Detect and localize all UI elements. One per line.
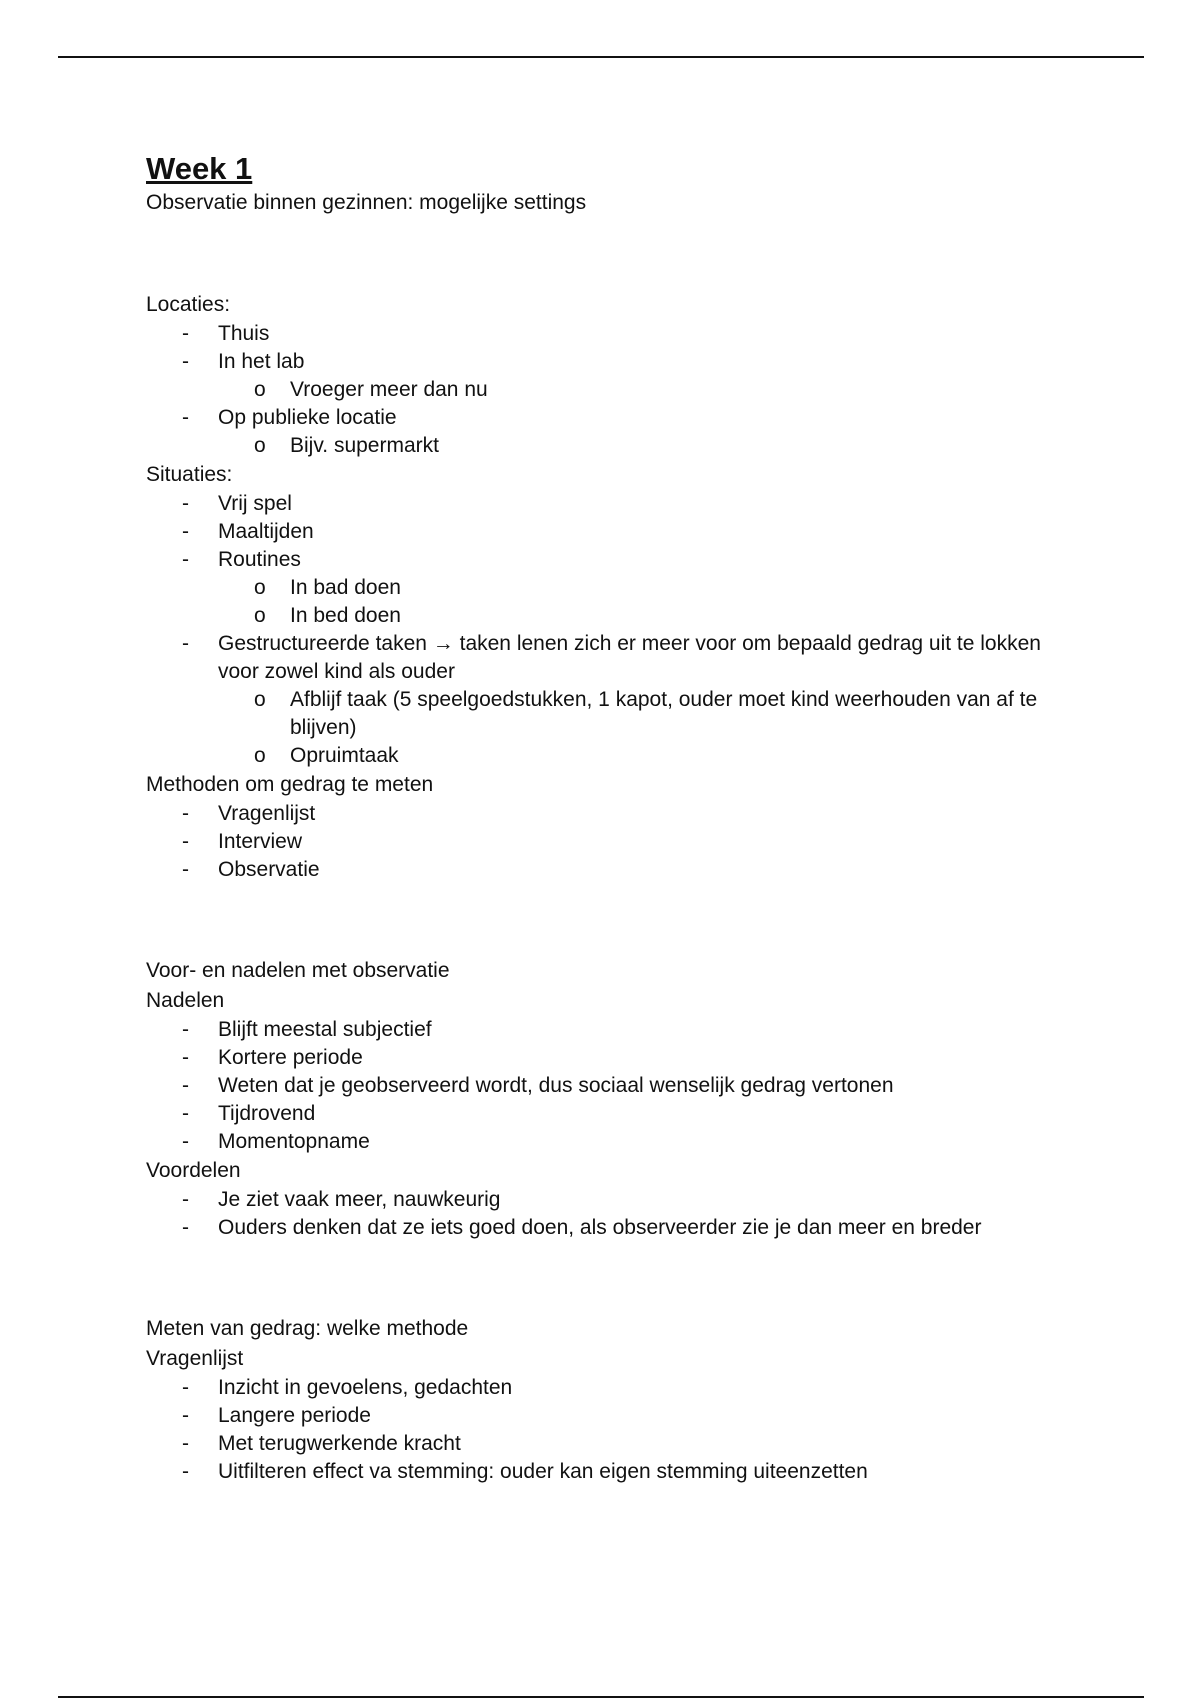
list-item: [146, 1016, 1046, 1044]
list-item: [146, 1128, 1046, 1156]
list-item-text: Thuis: [218, 322, 270, 345]
list-item-text: Ouders denken dat ze iets goed doen, als observeerder zie je dan meer en breder: [218, 1216, 982, 1239]
sub-list-item: [146, 432, 1046, 460]
circle-bullet-icon: o: [254, 378, 266, 401]
footer-rule: [58, 1696, 1144, 1698]
list-item: [146, 546, 1046, 574]
section-heading: Nadelen: [146, 989, 225, 1012]
dash-bullet-icon: -: [182, 1216, 189, 1239]
list-item: [146, 320, 1046, 348]
list-item-text: Je ziet vaak meer, nauwkeurig: [218, 1188, 501, 1211]
section-heading: Voordelen: [146, 1159, 241, 1182]
list-item-text: Gestructureerde taken → taken lenen zich er meer voor om bepaald gedrag uit te lokken voor zowel kind als ouder: [218, 632, 1041, 683]
list-item: [146, 630, 1046, 686]
list-item: [146, 1186, 1046, 1214]
list-item-text: Observatie: [218, 858, 320, 881]
list-item: [146, 1374, 1046, 1402]
list-item-text: Inzicht in gevoelens, gedachten: [218, 1376, 513, 1399]
list-item: [146, 490, 1046, 518]
dash-bullet-icon: -: [182, 1074, 189, 1097]
dash-bullet-icon: -: [182, 830, 189, 853]
sub-list-item: [146, 602, 1046, 630]
circle-bullet-icon: o: [254, 744, 266, 767]
list-item-text: Weten dat je geobserveerd wordt, dus sociaal wenselijk gedrag vertonen: [218, 1074, 894, 1097]
list-item-text: Maaltijden: [218, 520, 314, 543]
sub-list-item: [146, 686, 1046, 742]
dash-bullet-icon: -: [182, 858, 189, 881]
list-item-text: Vragenlijst: [218, 802, 316, 825]
list-item-text: Uitfilteren effect va stemming: ouder kan eigen stemming uiteenzetten: [218, 1460, 868, 1483]
list-item-text: In bad doen: [290, 576, 401, 599]
list-item-text: Vrij spel: [218, 492, 292, 515]
list-item-text: In het lab: [218, 350, 305, 373]
section-heading: Situaties:: [146, 463, 233, 486]
sub-list-item: [146, 574, 1046, 602]
list-item-text: Interview: [218, 830, 303, 853]
dash-bullet-icon: -: [182, 632, 189, 655]
dash-bullet-icon: -: [182, 406, 189, 429]
dash-bullet-icon: -: [182, 1130, 189, 1153]
dash-bullet-icon: -: [182, 520, 189, 543]
list-item: [146, 800, 1046, 828]
dash-bullet-icon: -: [182, 1460, 189, 1483]
document-body: [146, 150, 1046, 1486]
dash-bullet-icon: -: [182, 322, 189, 345]
dash-bullet-icon: -: [182, 802, 189, 825]
blank-line: [146, 905, 1046, 935]
list-item-text: Momentopname: [218, 1130, 370, 1153]
section-heading: Vragenlijst: [146, 1347, 244, 1370]
dash-bullet-icon: -: [182, 1102, 189, 1125]
list-item: [146, 1458, 1046, 1486]
section-heading: Locaties:: [146, 293, 231, 316]
dash-bullet-icon: -: [182, 548, 189, 571]
section-heading: Meten van gedrag: welke methode: [146, 1317, 469, 1340]
dash-bullet-icon: -: [182, 1188, 189, 1211]
page-subtitle: Observatie binnen gezinnen: mogelijke settings: [146, 191, 587, 214]
list-item: [146, 348, 1046, 376]
circle-bullet-icon: o: [254, 434, 266, 457]
list-item-text: Op publieke locatie: [218, 406, 397, 429]
list-item-text: Tijdrovend: [218, 1102, 316, 1125]
list-item: [146, 1402, 1046, 1430]
sub-list-item: [146, 376, 1046, 404]
dash-bullet-icon: -: [182, 1432, 189, 1455]
list-item-text: Afblijf taak (5 speelgoedstukken, 1 kapot, ouder moet kind weerhouden van af te blijven): [290, 688, 1038, 739]
list-item: [146, 1214, 1046, 1242]
list-item-text: Routines: [218, 548, 301, 571]
list-item-text: Vroeger meer dan nu: [290, 378, 488, 401]
list-item-text: Langere periode: [218, 1404, 371, 1427]
list-item-text: Kortere periode: [218, 1046, 363, 1069]
section-heading: Methoden om gedrag te meten: [146, 773, 434, 796]
list-item-text: Bijv. supermarkt: [290, 434, 439, 457]
circle-bullet-icon: o: [254, 576, 266, 599]
dash-bullet-icon: -: [182, 350, 189, 373]
dash-bullet-icon: -: [182, 492, 189, 515]
list-item-text: In bed doen: [290, 604, 401, 627]
dash-bullet-icon: -: [182, 1404, 189, 1427]
page-title: Week 1: [146, 151, 253, 186]
blank-line: [146, 1263, 1046, 1293]
list-item-text: Blijft meestal subjectief: [218, 1018, 432, 1041]
dash-bullet-icon: -: [182, 1376, 189, 1399]
list-item: [146, 856, 1046, 884]
list-item: [146, 828, 1046, 856]
list-item: [146, 518, 1046, 546]
list-item: [146, 1072, 1046, 1100]
notes-content: [146, 239, 1046, 1486]
list-item: [146, 404, 1046, 432]
header-rule: [58, 56, 1144, 58]
dash-bullet-icon: -: [182, 1018, 189, 1041]
list-item: [146, 1044, 1046, 1072]
list-item-text: Met terugwerkende kracht: [218, 1432, 461, 1455]
list-item: [146, 1100, 1046, 1128]
dash-bullet-icon: -: [182, 1046, 189, 1069]
circle-bullet-icon: o: [254, 604, 266, 627]
list-item-text: Opruimtaak: [290, 744, 399, 767]
blank-line: [146, 239, 1046, 269]
section-heading: Voor- en nadelen met observatie: [146, 959, 450, 982]
sub-list-item: [146, 742, 1046, 770]
list-item: [146, 1430, 1046, 1458]
circle-bullet-icon: o: [254, 688, 266, 711]
